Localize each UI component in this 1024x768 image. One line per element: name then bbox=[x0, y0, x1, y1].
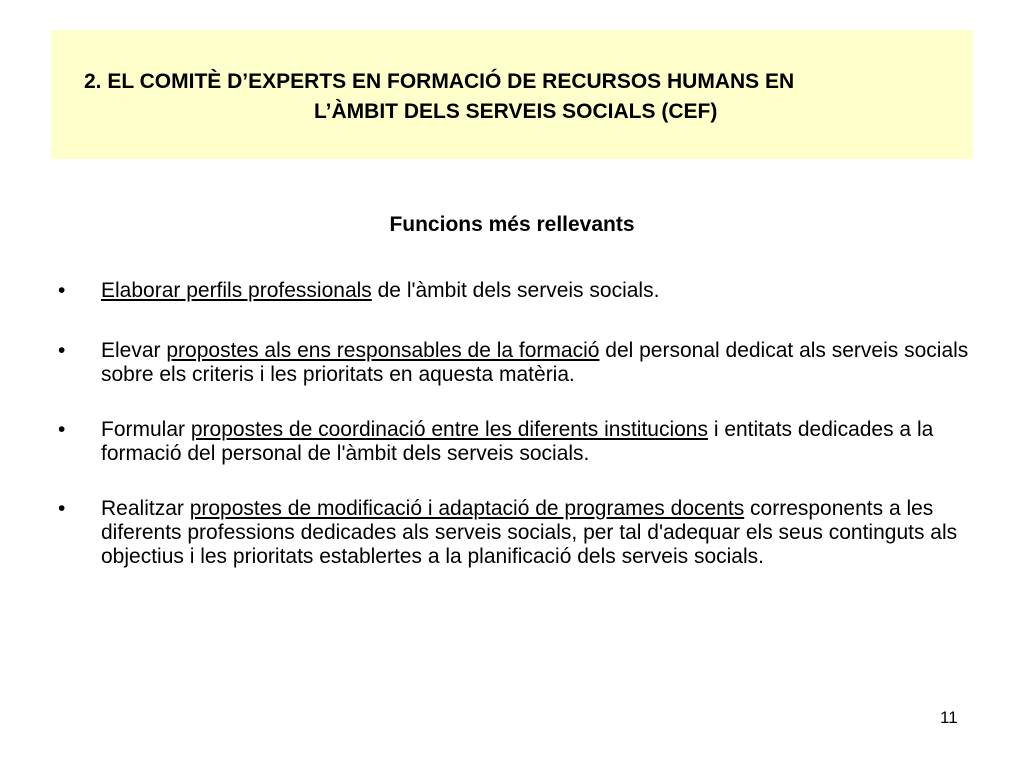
bullet-text-rest: de l'àmbit dels serveis socials. bbox=[371, 279, 660, 302]
bullet-marker: • bbox=[58, 279, 66, 302]
page-number: 11 bbox=[940, 708, 958, 727]
slide-title-line-2: L’ÀMBIT DELS SERVEIS SOCIALS (CEF) bbox=[314, 100, 718, 123]
bullet-marker: • bbox=[58, 339, 66, 362]
section-subtitle: Funcions més rellevants bbox=[389, 213, 635, 236]
bullet-text-underlined: propostes de modificació i adaptació de programes docents bbox=[189, 497, 745, 520]
bullet-text-lead: Realitzar bbox=[101, 497, 190, 520]
bullet-text-lead: Elevar bbox=[101, 339, 167, 362]
bullet-text-rest: i entitats dedicades a la formació del personal de l'àmbit dels serveis socials. bbox=[101, 418, 934, 465]
bullet-text-lead: Formular bbox=[101, 418, 191, 441]
bullet-text bbox=[101, 279, 971, 303]
bullet-text-rest: del personal dedicat als serveis socials sobre els criteris i les prioritats en aquesta matèria. bbox=[101, 339, 969, 386]
slide-title-line-1: 2. EL COMITÈ D’EXPERTS EN FORMACIÓ DE RECURSOS HUMANS EN bbox=[84, 70, 795, 93]
title-box bbox=[51, 30, 973, 159]
bullet-marker: • bbox=[58, 497, 66, 520]
bullet-text bbox=[101, 497, 971, 569]
bullet-text bbox=[101, 418, 971, 466]
bullet-text-underlined: propostes als ens responsables de la formació bbox=[166, 339, 600, 362]
bullet-text-rest: corresponents a les diferents professions dedicades als serveis socials, per tal d'adequar els seus continguts als objectius i les prioritats establertes a la planificació dels serveis socials. bbox=[101, 497, 958, 568]
bullet-text bbox=[101, 339, 971, 387]
bullet-text-underlined: Elaborar perfils professionals bbox=[101, 279, 372, 302]
bullet-marker: • bbox=[58, 418, 66, 441]
bullet-text-underlined: propostes de coordinació entre les diferents institucions bbox=[190, 418, 708, 441]
